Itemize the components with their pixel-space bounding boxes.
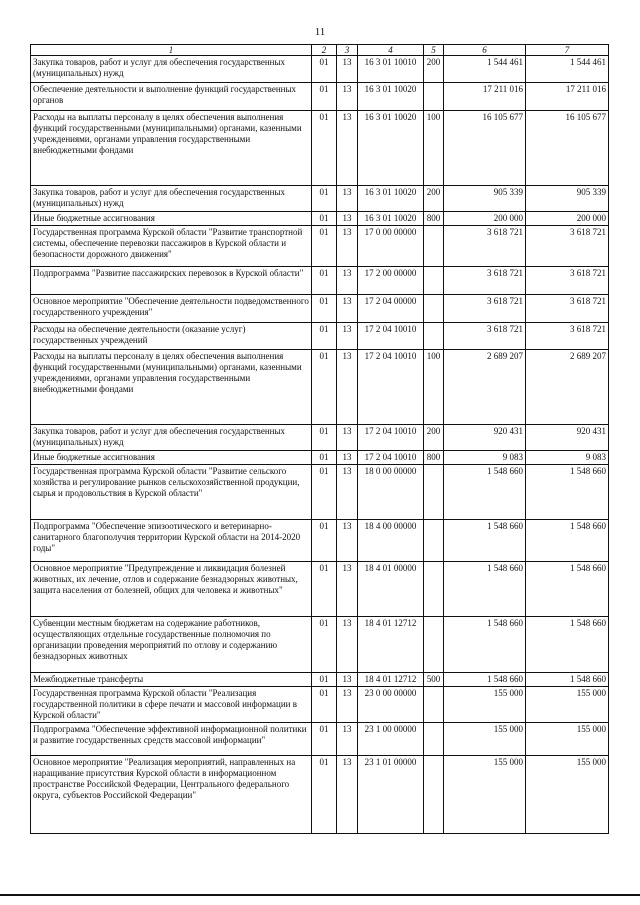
cell-expense-type	[424, 687, 444, 723]
cell-target-article: 23 1 00 00000	[358, 723, 424, 756]
cell-amount-col7: 3 618 721	[526, 323, 609, 350]
cell-subsection: 13	[337, 617, 358, 673]
cell-target-article: 18 0 00 00000	[358, 465, 424, 520]
cell-subsection: 13	[337, 323, 358, 350]
cell-expense-type: 500	[424, 673, 444, 687]
cell-section: 01	[312, 83, 337, 111]
cell-amount-col7: 1 548 660	[526, 465, 609, 520]
table-row	[31, 723, 609, 756]
page-bottom-rule	[0, 894, 640, 896]
cell-target-article: 17 2 04 10010	[358, 451, 424, 465]
cell-subsection: 13	[337, 520, 358, 562]
cell-amount-col6: 17 211 016	[444, 83, 526, 111]
cell-description: Иные бюджетные ассигнования	[31, 212, 312, 226]
cell-amount-col6: 155 000	[444, 723, 526, 756]
cell-expense-type: 200	[424, 186, 444, 212]
cell-amount-col6: 1 548 660	[444, 465, 526, 520]
cell-amount-col6: 3 618 721	[444, 295, 526, 323]
cell-amount-col7: 17 211 016	[526, 83, 609, 111]
cell-description: Расходы на обеспечение деятельности (оказание услуг) государственных учреждений	[31, 323, 312, 350]
cell-target-article: 17 2 04 10010	[358, 350, 424, 425]
cell-subsection: 13	[337, 56, 358, 83]
cell-target-article: 18 4 01 00000	[358, 562, 424, 617]
cell-section: 01	[312, 723, 337, 756]
cell-description: Основное мероприятие "Обеспечение деятельности подведомственного государственного учреждения"	[31, 295, 312, 323]
cell-section: 01	[312, 465, 337, 520]
cell-description: Подпрограмма "Развитие пассажирских перевозок в Курской области"	[31, 267, 312, 295]
cell-amount-col7: 200 000	[526, 212, 609, 226]
table-row	[31, 295, 609, 323]
table-row	[31, 687, 609, 723]
cell-subsection: 13	[337, 756, 358, 834]
cell-expense-type: 200	[424, 56, 444, 83]
cell-subsection: 13	[337, 425, 358, 451]
cell-amount-col6: 1 548 660	[444, 617, 526, 673]
cell-expense-type	[424, 465, 444, 520]
cell-description: Государственная программа Курской области "Развитие транспортной системы, обеспечение перевозки пассажиров в Курской области и безопасности дорожного движения"	[31, 226, 312, 267]
page-number: 11	[314, 26, 326, 38]
cell-description: Расходы на выплаты персоналу в целях обеспечения выполнения функций государственными (муниципальными) органами, казенными учреждениями, органами управления государственными внебюджетными фондами	[31, 111, 312, 186]
table-row	[31, 226, 609, 267]
cell-expense-type	[424, 295, 444, 323]
cell-description: Межбюджетные трансферты	[31, 673, 312, 687]
cell-amount-col7: 3 618 721	[526, 267, 609, 295]
table-row	[31, 212, 609, 226]
cell-subsection: 13	[337, 687, 358, 723]
cell-subsection: 13	[337, 723, 358, 756]
cell-amount-col7: 155 000	[526, 756, 609, 834]
cell-amount-col7: 1 548 660	[526, 673, 609, 687]
cell-expense-type	[424, 756, 444, 834]
cell-section: 01	[312, 295, 337, 323]
cell-amount-col7: 2 689 207	[526, 350, 609, 425]
cell-target-article: 18 4 01 12712	[358, 673, 424, 687]
cell-subsection: 13	[337, 465, 358, 520]
table-row	[31, 465, 609, 520]
cell-target-article: 23 0 00 00000	[358, 687, 424, 723]
cell-section: 01	[312, 56, 337, 83]
cell-target-article: 17 0 00 00000	[358, 226, 424, 267]
cell-description: Обеспечение деятельности и выполнение функций государственных органов	[31, 83, 312, 111]
cell-description: Субвенции местным бюджетам на содержание работников, осуществляющих отдельные государственные полномочия по организации проведения мероприятий по отлову и содержанию безнадзорных животных	[31, 617, 312, 673]
column-header: 7	[526, 45, 609, 56]
table-row	[31, 323, 609, 350]
cell-target-article: 17 2 00 00000	[358, 267, 424, 295]
cell-target-article: 16 3 01 10020	[358, 212, 424, 226]
cell-target-article: 18 4 00 00000	[358, 520, 424, 562]
cell-subsection: 13	[337, 562, 358, 617]
table-row	[31, 267, 609, 295]
cell-amount-col6: 1 548 660	[444, 562, 526, 617]
cell-section: 01	[312, 562, 337, 617]
table-row	[31, 56, 609, 83]
budget-table	[30, 44, 609, 834]
cell-amount-col7: 9 083	[526, 451, 609, 465]
cell-expense-type	[424, 520, 444, 562]
cell-target-article: 16 3 01 10020	[358, 111, 424, 186]
cell-amount-col7: 1 548 660	[526, 562, 609, 617]
cell-amount-col6: 16 105 677	[444, 111, 526, 186]
cell-target-article: 16 3 01 10020	[358, 83, 424, 111]
cell-amount-col6: 2 689 207	[444, 350, 526, 425]
cell-amount-col7: 3 618 721	[526, 226, 609, 267]
cell-amount-col6: 3 618 721	[444, 323, 526, 350]
cell-section: 01	[312, 226, 337, 267]
cell-description: Закупка товаров, работ и услуг для обеспечения государственных (муниципальных) нужд	[31, 425, 312, 451]
table-row	[31, 617, 609, 673]
cell-subsection: 13	[337, 186, 358, 212]
cell-description: Подпрограмма "Обеспечение эффективной информационной политики и развитие государственных средств массовой информации"	[31, 723, 312, 756]
table-row	[31, 673, 609, 687]
cell-amount-col6: 1 548 660	[444, 673, 526, 687]
cell-target-article: 18 4 01 12712	[358, 617, 424, 673]
cell-amount-col6: 155 000	[444, 687, 526, 723]
cell-description: Государственная программа Курской области "Реализация государственной политики в сфере печати и массовой информации в Курской области"	[31, 687, 312, 723]
cell-amount-col7: 16 105 677	[526, 111, 609, 186]
cell-amount-col7: 1 544 461	[526, 56, 609, 83]
cell-expense-type: 800	[424, 451, 444, 465]
cell-description: Закупка товаров, работ и услуг для обеспечения государственных (муниципальных) нужд	[31, 186, 312, 212]
cell-section: 01	[312, 212, 337, 226]
column-header: 5	[424, 45, 444, 56]
cell-amount-col6: 3 618 721	[444, 226, 526, 267]
cell-section: 01	[312, 425, 337, 451]
cell-expense-type	[424, 267, 444, 295]
cell-section: 01	[312, 520, 337, 562]
cell-amount-col6: 155 000	[444, 756, 526, 834]
cell-section: 01	[312, 687, 337, 723]
cell-subsection: 13	[337, 212, 358, 226]
cell-section: 01	[312, 186, 337, 212]
header-row	[31, 45, 609, 56]
column-header: 2	[312, 45, 337, 56]
cell-subsection: 13	[337, 350, 358, 425]
cell-section: 01	[312, 451, 337, 465]
cell-amount-col7: 155 000	[526, 723, 609, 756]
table-row	[31, 83, 609, 111]
cell-target-article: 16 3 01 10010	[358, 56, 424, 83]
cell-expense-type	[424, 83, 444, 111]
cell-section: 01	[312, 267, 337, 295]
cell-expense-type: 800	[424, 212, 444, 226]
cell-description: Иные бюджетные ассигнования	[31, 451, 312, 465]
cell-amount-col6: 1 544 461	[444, 56, 526, 83]
cell-amount-col7: 905 339	[526, 186, 609, 212]
cell-section: 01	[312, 323, 337, 350]
cell-description: Закупка товаров, работ и услуг для обеспечения государственных (муниципальных) нужд	[31, 56, 312, 83]
cell-expense-type	[424, 226, 444, 267]
cell-section: 01	[312, 673, 337, 687]
cell-expense-type	[424, 617, 444, 673]
cell-amount-col7: 155 000	[526, 687, 609, 723]
cell-amount-col6: 200 000	[444, 212, 526, 226]
cell-amount-col6: 905 339	[444, 186, 526, 212]
cell-description: Государственная программа Курской области "Развитие сельского хозяйства и регулирование рынков сельскохозяйственной продукции, сырья и продовольствия в Курской области"	[31, 465, 312, 520]
table-row	[31, 451, 609, 465]
cell-section: 01	[312, 111, 337, 186]
cell-amount-col7: 1 548 660	[526, 617, 609, 673]
cell-target-article: 23 1 01 00000	[358, 756, 424, 834]
table-row	[31, 425, 609, 451]
cell-subsection: 13	[337, 83, 358, 111]
cell-amount-col7: 3 618 721	[526, 295, 609, 323]
cell-expense-type: 100	[424, 350, 444, 425]
column-header: 6	[444, 45, 526, 56]
cell-expense-type: 100	[424, 111, 444, 186]
cell-description: Расходы на выплаты персоналу в целях обеспечения выполнения функций государственными (муниципальными) органами, казенными учреждениями, органами управления государственными внебюджетными фондами	[31, 350, 312, 425]
cell-section: 01	[312, 350, 337, 425]
column-header: 3	[337, 45, 358, 56]
cell-subsection: 13	[337, 267, 358, 295]
cell-amount-col7: 920 431	[526, 425, 609, 451]
cell-subsection: 13	[337, 111, 358, 186]
table-row	[31, 186, 609, 212]
cell-target-article: 17 2 04 10010	[358, 425, 424, 451]
cell-amount-col6: 1 548 660	[444, 520, 526, 562]
table-row	[31, 111, 609, 186]
cell-subsection: 13	[337, 226, 358, 267]
table-row	[31, 350, 609, 425]
cell-section: 01	[312, 617, 337, 673]
cell-section: 01	[312, 756, 337, 834]
cell-amount-col6: 920 431	[444, 425, 526, 451]
cell-description: Основное мероприятие "Реализация мероприятий, направленных на наращивание присутствия Курской области в информационном пространстве Российской Федерации, Центрального федерального округа, субъектов Российской Федерации"	[31, 756, 312, 834]
cell-target-article: 17 2 04 00000	[358, 295, 424, 323]
cell-expense-type	[424, 723, 444, 756]
table-body	[31, 56, 609, 834]
table-row	[31, 562, 609, 617]
cell-amount-col7: 1 548 660	[526, 520, 609, 562]
cell-expense-type	[424, 323, 444, 350]
cell-target-article: 16 3 01 10020	[358, 186, 424, 212]
column-header: 4	[358, 45, 424, 56]
cell-subsection: 13	[337, 295, 358, 323]
cell-amount-col6: 3 618 721	[444, 267, 526, 295]
cell-subsection: 13	[337, 451, 358, 465]
table-row	[31, 756, 609, 834]
cell-subsection: 13	[337, 673, 358, 687]
cell-target-article: 17 2 04 10010	[358, 323, 424, 350]
column-header: 1	[31, 45, 312, 56]
table-row	[31, 520, 609, 562]
cell-description: Основное мероприятие "Предупреждение и ликвидация болезней животных, их лечение, отлов и содержание безнадзорных животных, защита населения от болезней, общих для человека и животных"	[31, 562, 312, 617]
cell-expense-type: 200	[424, 425, 444, 451]
cell-amount-col6: 9 083	[444, 451, 526, 465]
cell-expense-type	[424, 562, 444, 617]
cell-description: Подпрограмма "Обеспечение эпизоотического и ветеринарно-санитарного благополучия территории Курской области на 2014-2020 годы"	[31, 520, 312, 562]
